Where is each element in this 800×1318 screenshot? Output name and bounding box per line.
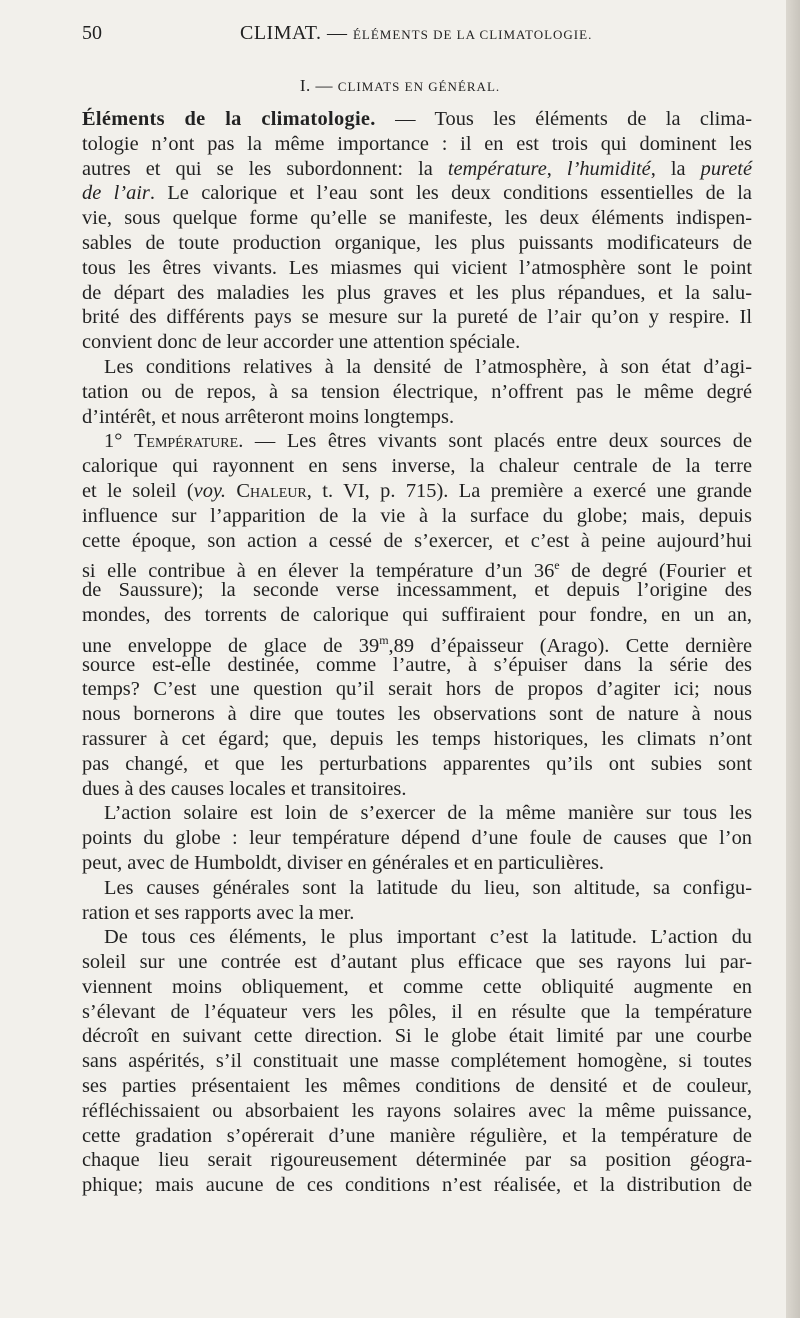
page-header [82,22,744,50]
section-heading [0,76,800,96]
text-line: brité des différents pays se mesure sur la pureté de l’air qu’on y respire. Il [82,306,752,329]
text-line: cette époque, son action a cessé de s’exercer, et c’est à peine aujourd’hui [82,529,752,552]
text-line: points du globe : leur température dépend d’une foule de causes que l’on [82,827,752,850]
text-line: dues à des causes locales et transitoires. [82,777,407,800]
text-line: de l’air. Le calorique et l’eau sont les deux conditions essentielles de la [82,182,752,205]
text-line: Éléments de la climatologie. — Tous les éléments de la clima- [82,108,753,130]
text-line: convient donc de leur accorder une attention spéciale. [82,331,521,354]
text-line: de Saussure); la seconde verse incessamment, et depuis l’origine des [82,579,752,602]
text-line: une enveloppe de glace de 39$^m$,89 d’épaisseur (Arago). Cette dernière [82,632,752,657]
section-numeral: I. — [299,76,338,95]
body-text [82,107,752,1198]
text-line: tation ou de repos, à sa tension électrique, n’offrent pas le même degré [82,380,752,403]
text-line: source est-elle destinée, comme l’autre, à s’épuiser dans la série des [82,653,752,676]
text-line: Les conditions relatives à la densité de l’atmosphère, à son état d’agi- [104,355,752,378]
text-line: d’intérêt, et nous arrêteront moins longtemps. [82,405,455,428]
text-line: peut, avec de Humboldt, diviser en générales et en particulières. [82,851,605,874]
running-head-sub: ÉLÉMENTS DE LA CLIMATOLOGIE. [352,27,593,42]
text-line: si elle contribue à en élever la température d’un 36e de degré (Fourier et [82,558,753,583]
text-line: ses parties présentaient les mêmes conditions de densité et de couleur, [82,1075,752,1098]
text-line: tologie n’ont pas la même importance : il en est trois qui dominent les [82,132,752,155]
text-line: soleil sur une contrée est d’autant plus efficace que ses rayons lui par- [82,951,752,974]
running-head-main: CLIMAT. [240,22,322,44]
text-line: temps? C’est une question qu’il serait hors de propos d’agiter ici; nous [82,678,752,701]
text-line: chaque lieu serait rigoureusement déterminée par sa position géogra- [82,1149,752,1172]
text-line: sans aspérités, s’il constituait une masse complétement homogène, si toutes [82,1050,752,1073]
text-line: pas changé, et que les perturbations apparentes qu’ils ont subies sont [82,752,752,775]
text-line: mondes, des torrents de calorique qui suffiraient pour fondre, en un an, [82,603,752,626]
text-line: viennent moins obliquement, et comme cette obliquité augmente en [82,975,752,998]
text-line: cette gradation s’opérerait d’une manière régulière, et la température de [82,1124,752,1147]
page-number: 50 [82,22,102,44]
text-line: de départ des maladies les plus graves et les plus répandues, et la salu- [82,281,752,304]
text-line: s’élevant de l’équateur vers les pôles, il en résulte que la température [82,1000,752,1023]
text-line: rassurer à cet égard; que, depuis les temps historiques, les climats n’ont [82,727,752,750]
book-page-edge [786,0,800,1318]
text-line: vie, sous quelque forme qu’elle se manifeste, les deux éléments indispen- [82,207,752,230]
text-line: calorique qui rayonnent en sens inverse, la chaleur centrale de la terre [82,455,752,478]
text-line: L’action solaire est loin de s’exercer de la même manière sur tous les [104,802,752,825]
text-line: Les causes générales sont la latitude du lieu, son altitude, sa configu- [104,876,752,899]
section-title: CLIMATS EN GÉNÉRAL. [337,79,501,94]
running-head [240,22,592,45]
text-line: ration et ses rapports avec la mer. [82,901,355,924]
text-line: tous les êtres vivants. Les miasmes qui vicient l’atmosphère sont le point [82,256,752,279]
subheading-temperature: Température [133,430,239,453]
running-head-dash: — [321,22,353,44]
text-line: sables de toute production organique, les plus puissants modificateurs de [82,231,752,254]
paragraph-heading: Éléments de la climatologie. [82,108,376,130]
text-line: autres et qui se les subordonnent: la température, l’humidité, la pureté [82,157,752,180]
text-line: phique; mais aucune de ces conditions n’est réalisée, et la distribution de [82,1174,752,1197]
text-line: décroît en suivant cette direction. Si le globe était limité par une courbe [82,1025,752,1048]
text-line: 1° Température. — Les êtres vivants sont placés entre deux sources de [104,430,752,453]
text-line: réfléchissaient ou absorbaient les rayons solaires avec la même puissance, [82,1099,752,1122]
text-line: De tous ces éléments, le plus important c’est la latitude. L’action du [104,926,752,949]
text-line: et le soleil (voy. Chaleur, t. VI, p. 715). La première a exercé une grande [82,479,752,502]
text-line: influence sur l’apparition de la vie à la surface du globe; mais, depuis [82,504,752,527]
text-line: nous bornerons à dire que toutes les observations sont de nature à nous [82,703,752,726]
